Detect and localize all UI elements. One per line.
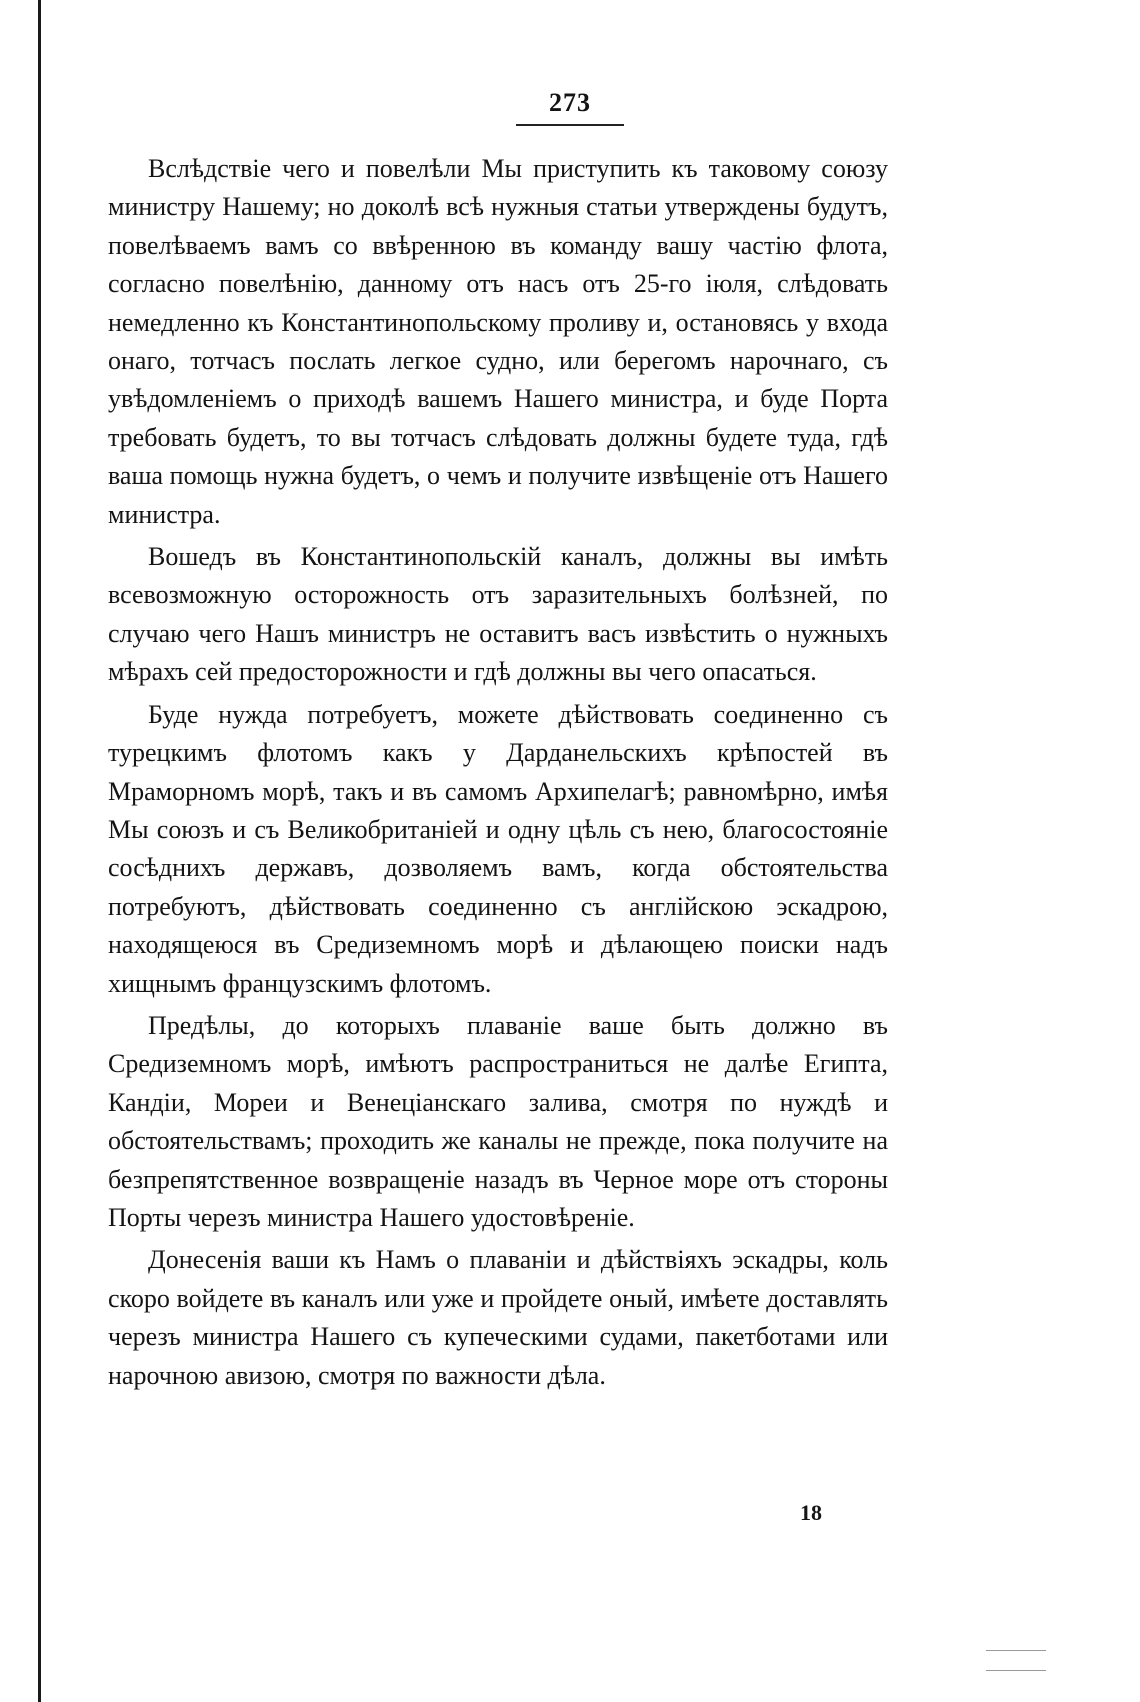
signature-mark: 18 bbox=[800, 1500, 822, 1525]
margin-rule bbox=[986, 1650, 1046, 1651]
page-number-text: 273 bbox=[549, 88, 591, 117]
body-text bbox=[108, 150, 888, 1399]
page-number bbox=[0, 88, 1140, 126]
paragraph-4: Предѣлы, до которыхъ плаваніе ваше быть должно въ Средиземномъ морѣ, имѣютъ распространиться не далѣе Египта, Кандіи, Мореи и Венеціанскаго залива, смотря по нуждѣ и обстоятельствамъ; проходить же каналы не прежде, пока получите на безпрепятственное возвращеніе назадъ въ Черное море отъ стороны Порты черезъ министра Нашего удостовѣреніе. bbox=[108, 1010, 888, 1232]
paragraph-1: Вслѣдствіе чего и повелѣли Мы приступить къ таковому союзу министру Нашему; но доколѣ всѣ нужныя статьи утверждены будутъ, повелѣваемъ вамъ со ввѣренною въ команду вашу частію флота, согласно повелѣнію, данному отъ насъ отъ 25-го іюля, слѣдовать немедленно къ Константинопольскому проливу и, остановясь у входа онаго, тотчасъ послать легкое судно, или берегомъ нарочнаго, съ увѣдомленіемъ о приходѣ вашемъ Нашего министра, и буде Порта требовать будетъ, то вы тотчасъ слѣдовать должны будете туда, гдѣ ваша помощь нужна будетъ, о чемъ и получите извѣщеніе отъ Нашего министра. bbox=[108, 154, 888, 529]
page-number-underline bbox=[516, 124, 624, 126]
paragraph-2: Вошедъ въ Константинопольскій каналъ, должны вы имѣть всевозможную осторожность отъ заразительныхъ болѣзней, по случаю чего Нашъ министръ не оставитъ васъ извѣстить о нужныхъ мѣрахъ сей предосторожности и гдѣ должны вы чего опасаться. bbox=[108, 542, 888, 687]
page-edge-line bbox=[38, 0, 41, 1702]
paragraph-3: Буде нужда потребуетъ, можете дѣйствовать соединенно съ турецкимъ флотомъ какъ у Дарданельскихъ крѣпостей въ Мраморномъ морѣ, такъ и въ самомъ Архипелагѣ; равномѣрно, имѣя Мы союзъ и съ Великобританіей и одну цѣль съ нею, благосостояніе сосѣднихъ державъ, дозволяемъ вамъ, когда обстоятельства потребуютъ, дѣйствовать соединенно съ англійскою эскадрою, находящеюся въ Средиземномъ морѣ и дѣлающею поиски надъ хищнымъ французскимъ флотомъ. bbox=[108, 699, 888, 998]
paragraph-5: Донесенія ваши къ Намъ о плаваніи и дѣйствіяхъ эскадры, коль скоро войдете въ каналъ или уже и пройдете оный, имѣете доставлять черезъ министра Нашего съ купеческими судами, пакетботами или нарочною авизою, смотря по важности дѣла. bbox=[108, 1245, 888, 1390]
margin-rule bbox=[986, 1670, 1046, 1671]
